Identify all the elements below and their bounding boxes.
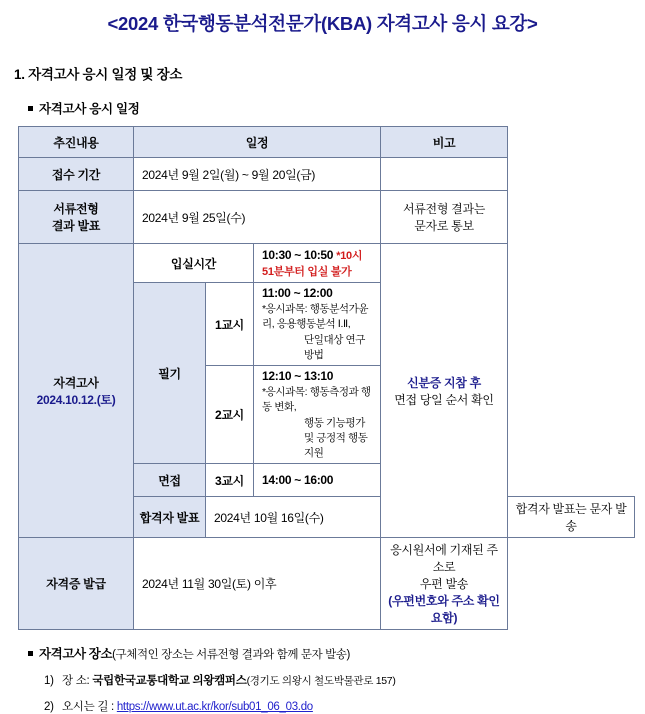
column-header-schedule: 일정 [134, 127, 381, 158]
table-row [19, 158, 635, 191]
row-value-certificate: 2024년 11월 30일(토) 이후 [134, 538, 381, 630]
exam-schedule-table [18, 126, 635, 630]
row-note-certificate [381, 538, 508, 630]
period-1-value [254, 283, 381, 366]
page-title: <2024 한국행동분석전문가(KBA) 자격고사 응시 요강> [107, 13, 538, 34]
venue-item-place-label: 장 소: [62, 675, 90, 687]
row-note-screening-line1: 서류전형 결과는 [402, 202, 486, 216]
venue-item-directions [44, 698, 635, 714]
venue-heading-label: 자격고사 장소 [39, 647, 113, 661]
venue-directions-link[interactable]: https://www.ut.ac.kr/kor/sub01_06_03.do [116, 701, 313, 713]
period-1-detail-line1: *응시과목: 행동분석가윤리, 응용행동분석 Ⅰ.Ⅱ, [262, 303, 369, 330]
entry-time-value [254, 244, 381, 283]
row-note-certificate-line3: (우편번호와 주소 확인 요함) [388, 594, 500, 625]
entry-time-label: 입실시간 [134, 244, 254, 283]
row-label-certificate: 자격증 발급 [19, 538, 134, 630]
written-exam-label: 필기 [134, 283, 206, 464]
table-row [19, 191, 635, 244]
period-3-time: 14:00 ~ 16:00 [254, 464, 381, 497]
row-note-screening-line2: 문자로 통보 [414, 219, 474, 233]
entry-time-warning: *10시 51분부터 입실 불가 [262, 250, 363, 278]
venue-item-place-index: 1) [44, 675, 54, 687]
subsection-schedule-label: 자격고사 응시 일정 [39, 102, 140, 116]
row-label-screening [19, 191, 134, 244]
row-label-screening-line2: 결과 발표 [51, 219, 101, 233]
row-note-exam-line2: 면접 당일 순서 확인 [394, 392, 494, 407]
venue-item-place-name: 국립한국교통대학교 의왕캠퍼스 [92, 675, 247, 687]
bullet-square-icon [28, 106, 33, 111]
row-note-exam [381, 244, 508, 538]
row-note-apply-period [381, 158, 508, 191]
period-2-detail-line1: *응시과목: 행동측정과 행동 변화, [262, 386, 371, 413]
row-note-certificate-line2: 우편 발송 [419, 577, 469, 591]
table-row [19, 538, 635, 630]
period-2-label: 2교시 [206, 366, 254, 464]
document-page [0, 10, 645, 713]
bullet-square-icon [28, 651, 33, 656]
venue-item-place [44, 672, 635, 688]
row-label-apply-period: 접수 기간 [19, 158, 134, 191]
column-header-content: 추진내용 [19, 127, 134, 158]
period-1-detail-line2: 단일대상 연구 방법 [304, 334, 365, 361]
column-header-note: 비고 [381, 127, 508, 158]
table-row-exam-entry [19, 244, 635, 283]
period-1-label: 1교시 [206, 283, 254, 366]
row-note-screening [381, 191, 508, 244]
row-label-pass-announce: 합격자 발표 [134, 497, 206, 538]
period-1-time: 11:00 ~ 12:00 [262, 286, 333, 300]
row-note-certificate-line1: 응시원서에 기재된 주소로 [390, 543, 498, 574]
row-value-screening: 2024년 9월 25일(수) [134, 191, 381, 244]
row-label-screening-line1: 서류전형 [53, 202, 99, 216]
row-value-apply-period: 2024년 9월 2일(월) ~ 9월 20일(금) [134, 158, 381, 191]
venue-heading [28, 644, 635, 662]
row-label-exam-date: 2024.10.12.(토) [36, 392, 116, 407]
row-note-exam-line1: 신분증 지참 후 [407, 375, 481, 390]
venue-item-place-address: (경기도 의왕시 철도박물관로 157) [246, 675, 396, 687]
subsection-schedule-heading [28, 99, 635, 117]
row-value-pass-announce: 2024년 10월 16일(수) [206, 497, 508, 538]
row-label-exam-line1: 자격고사 [53, 375, 99, 390]
section-1-heading: 1. 자격고사 응시 일정 및 장소 [14, 67, 183, 82]
period-3-label: 3교시 [206, 464, 254, 497]
period-2-time: 12:10 ~ 13:10 [262, 369, 334, 383]
table-header-row [19, 127, 635, 158]
venue-heading-note: (구체적인 장소는 서류전형 결과와 함께 문자 발송) [112, 649, 350, 661]
period-2-value [254, 366, 381, 464]
row-note-pass-announce: 합격자 발표는 문자 발송 [508, 497, 635, 538]
period-2-detail-line2: 행동 기능평가 및 긍정적 행동지원 [304, 417, 368, 459]
entry-time-range: 10:30 ~ 10:50 [262, 248, 334, 262]
venue-item-directions-index: 2) [44, 701, 54, 713]
interview-label: 면접 [134, 464, 206, 497]
venue-item-directions-label: 오시는 길 : [62, 701, 114, 713]
row-label-exam [19, 244, 134, 538]
